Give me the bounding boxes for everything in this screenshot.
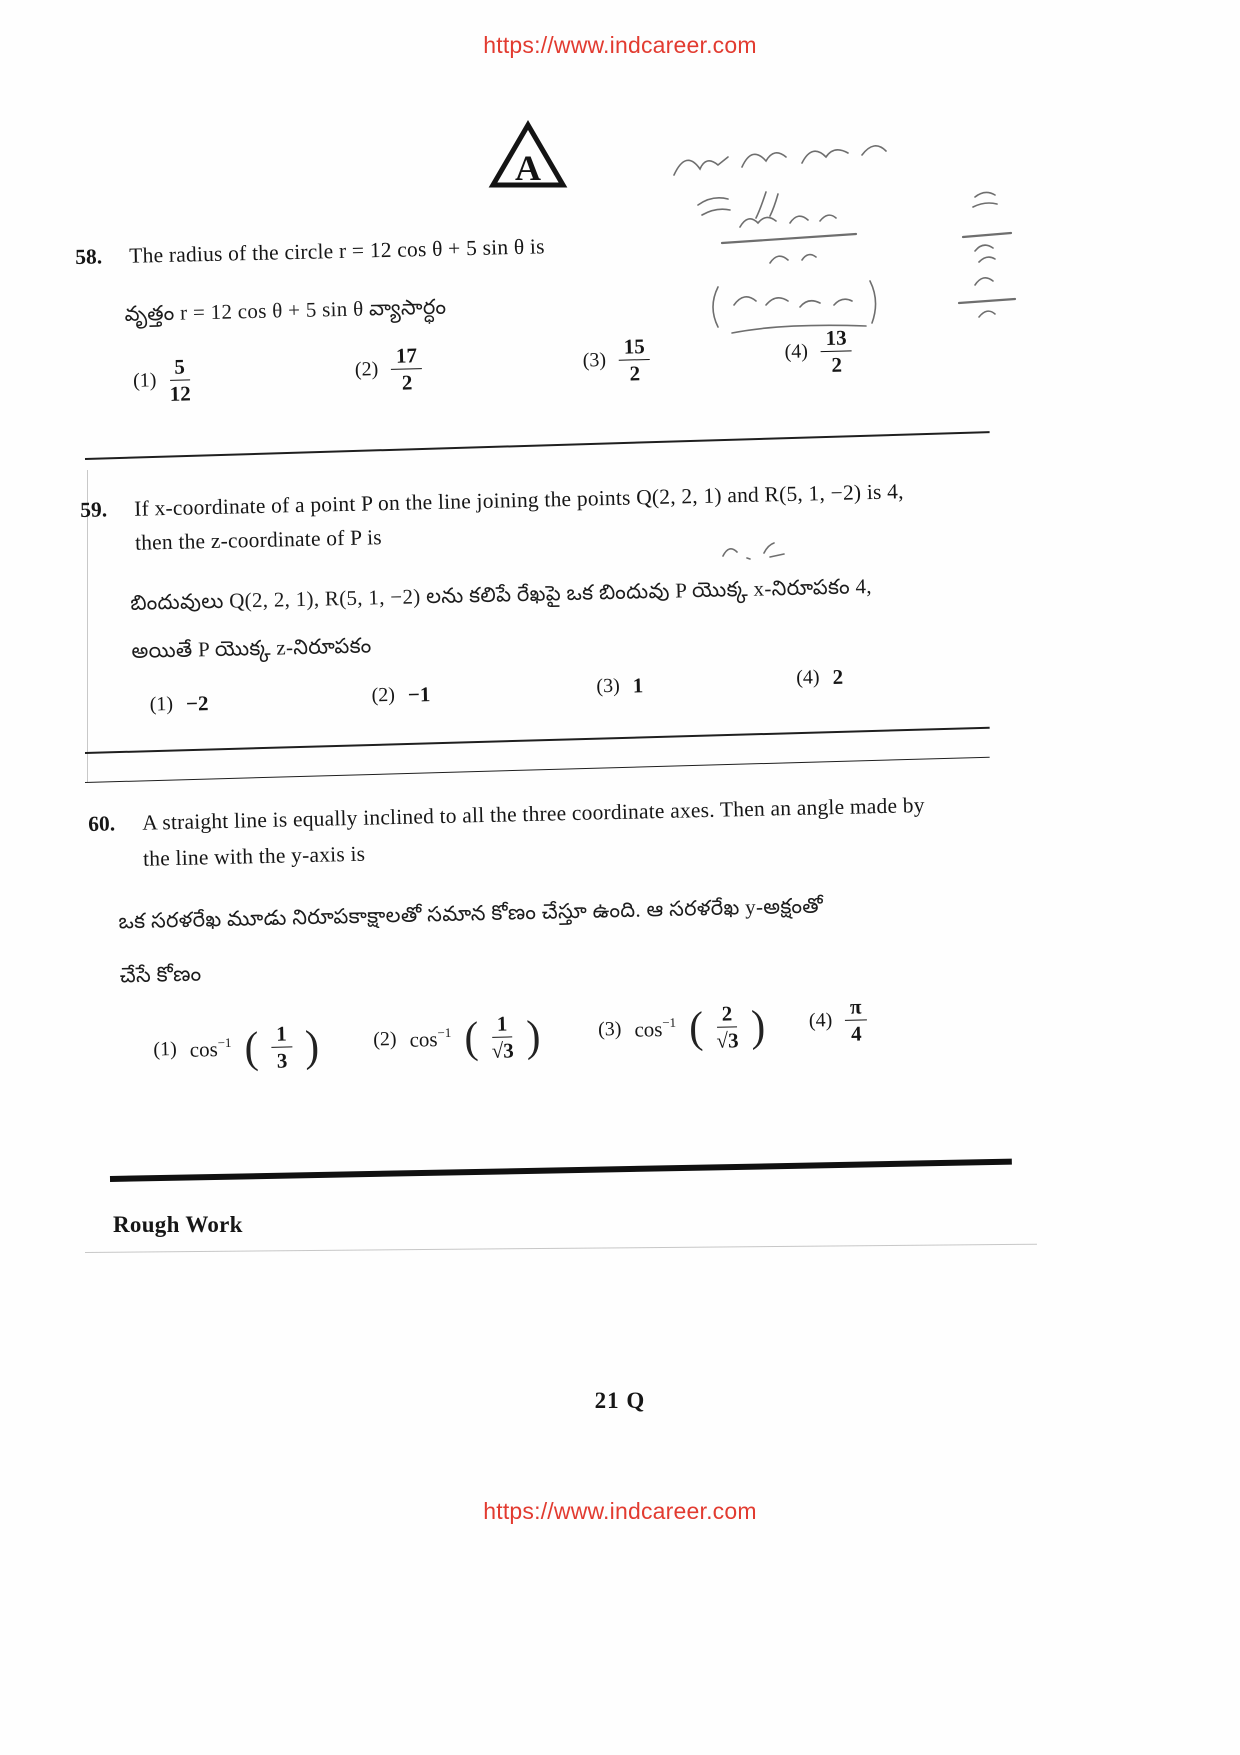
- fraction: [271, 1021, 293, 1073]
- set-letter: A: [515, 148, 541, 188]
- fraction-numerator: 5: [169, 354, 190, 381]
- option-label: (4): [808, 1009, 833, 1032]
- question-59-text-english-line2: then the z-coordinate of P is: [134, 525, 383, 555]
- footer-url-link[interactable]: https://www.indcareer.com: [483, 1498, 757, 1524]
- fraction: [820, 325, 852, 377]
- option-label: (1): [149, 692, 174, 716]
- fraction-numerator: π: [845, 994, 867, 1021]
- fraction-denominator: 3: [276, 1048, 288, 1073]
- question-58-text-english: The radius of the circle r = 12 cos θ + 5 sin θ is: [128, 234, 545, 268]
- rough-work-divider: [110, 1159, 1012, 1182]
- fraction-numerator: 2: [716, 1001, 737, 1028]
- option-value: 2: [832, 664, 844, 689]
- option-60-4: [808, 994, 867, 1047]
- question-59-text-telugu-line1: బిందువులు Q(2, 2, 1), R(5, 1, −2) లను కలిపే రేఖపై ఒక బిందువు P యొక్క x-నిరూపకం 4,: [130, 574, 873, 615]
- question-59: [80, 476, 1060, 716]
- option-59-3: [596, 673, 643, 699]
- inverse-cos: $\cos^{-1}$: [409, 1024, 452, 1052]
- option-label: (1): [153, 1038, 177, 1061]
- fraction: [716, 1001, 739, 1053]
- question-60-text-english-line2: the line with the y-axis is: [142, 841, 366, 871]
- question-60-text-telugu-line1: ఒక సరళరేఖ మూడు నిరూపకాక్షాలతో సమాన కోణం చేస్తూ ఉంది. ఆ సరళరేఖ y-అక్షంతో: [118, 893, 824, 934]
- fraction-numerator: 1: [271, 1021, 292, 1048]
- handwritten-mark-q59: [715, 538, 785, 568]
- rough-work-underline: [85, 1244, 1037, 1253]
- fraction-denominator: 2: [401, 370, 413, 395]
- option-label: (4): [784, 340, 809, 364]
- fraction-denominator: 4: [850, 1021, 862, 1046]
- question-58-text-telugu: వృత్తం r = 12 cos θ + 5 sin θ వ్యాసార్ధం: [124, 294, 447, 326]
- option-60-2: [373, 1011, 541, 1066]
- fraction-denominator: 12: [169, 381, 192, 407]
- option-58-3: [582, 334, 650, 387]
- fraction-denominator: 2: [629, 361, 641, 386]
- option-58-1: [133, 354, 191, 407]
- handwritten-margin-notes: [945, 185, 1035, 345]
- option-value: 1: [632, 673, 644, 698]
- option-label: (1): [132, 369, 157, 392]
- option-value: −1: [407, 682, 431, 707]
- question-59-text-english-line1: If x-coordinate of a point P on the line joining the points Q(2, 2, 1) and R(5, 1, −2) is 4,: [133, 479, 904, 521]
- set-letter-triangle: [488, 120, 568, 192]
- question-60: [88, 790, 1068, 1073]
- page-number: 21 Q: [594, 1388, 646, 1413]
- option-label: (4): [796, 666, 820, 689]
- option-label: (3): [582, 349, 607, 372]
- question-59-options: [84, 664, 1065, 734]
- option-58-2: [354, 343, 422, 396]
- option-58-4: [784, 325, 852, 378]
- fraction-numerator: 13: [820, 325, 852, 352]
- section-divider: [85, 431, 990, 460]
- option-label: (3): [596, 674, 620, 698]
- fraction-denominator: √3: [716, 1028, 739, 1053]
- question-60-options: [93, 994, 1075, 1106]
- question-60-text-english-line1: A straight line is equally inclined to all the three coordinate axes. Then an angle made by: [141, 793, 925, 835]
- option-59-4: [796, 665, 843, 691]
- option-label: (2): [372, 1028, 397, 1051]
- fraction-numerator: 15: [619, 334, 651, 361]
- fraction: [169, 354, 191, 406]
- option-60-1: [153, 1021, 320, 1076]
- fraction: [491, 1011, 514, 1063]
- option-60-3: [597, 1001, 765, 1056]
- option-value: −2: [185, 691, 209, 716]
- question-58-options: [78, 325, 1039, 429]
- option-59-1: [149, 691, 208, 717]
- option-59-2: [371, 682, 430, 708]
- option-label: (2): [371, 683, 396, 707]
- fraction-denominator: √3: [491, 1038, 514, 1064]
- option-label: (2): [354, 358, 379, 381]
- fraction-numerator: 1: [492, 1011, 513, 1038]
- question-60-text-telugu-line2: చేసే కోణం: [119, 961, 202, 988]
- option-label: (3): [597, 1018, 622, 1041]
- inverse-cos: $\cos^{-1}$: [634, 1014, 677, 1042]
- fraction: [391, 343, 423, 395]
- question-60-number: 60.: [88, 811, 116, 836]
- inverse-cos: $\cos^{-1}$: [189, 1034, 232, 1062]
- rough-work-label: Rough Work: [113, 1212, 243, 1237]
- fraction: [619, 334, 651, 386]
- fraction-numerator: 17: [391, 343, 423, 370]
- question-59-number: 59.: [80, 497, 108, 522]
- fraction: [845, 994, 868, 1046]
- section-divider: [85, 757, 990, 783]
- fraction-denominator: 2: [831, 352, 843, 378]
- question-58-number: 58.: [75, 244, 103, 269]
- header-url-link[interactable]: https://www.indcareer.com: [483, 32, 757, 58]
- question-59-text-telugu-line2: అయితే P యొక్క z-నిరూపకం: [131, 633, 372, 663]
